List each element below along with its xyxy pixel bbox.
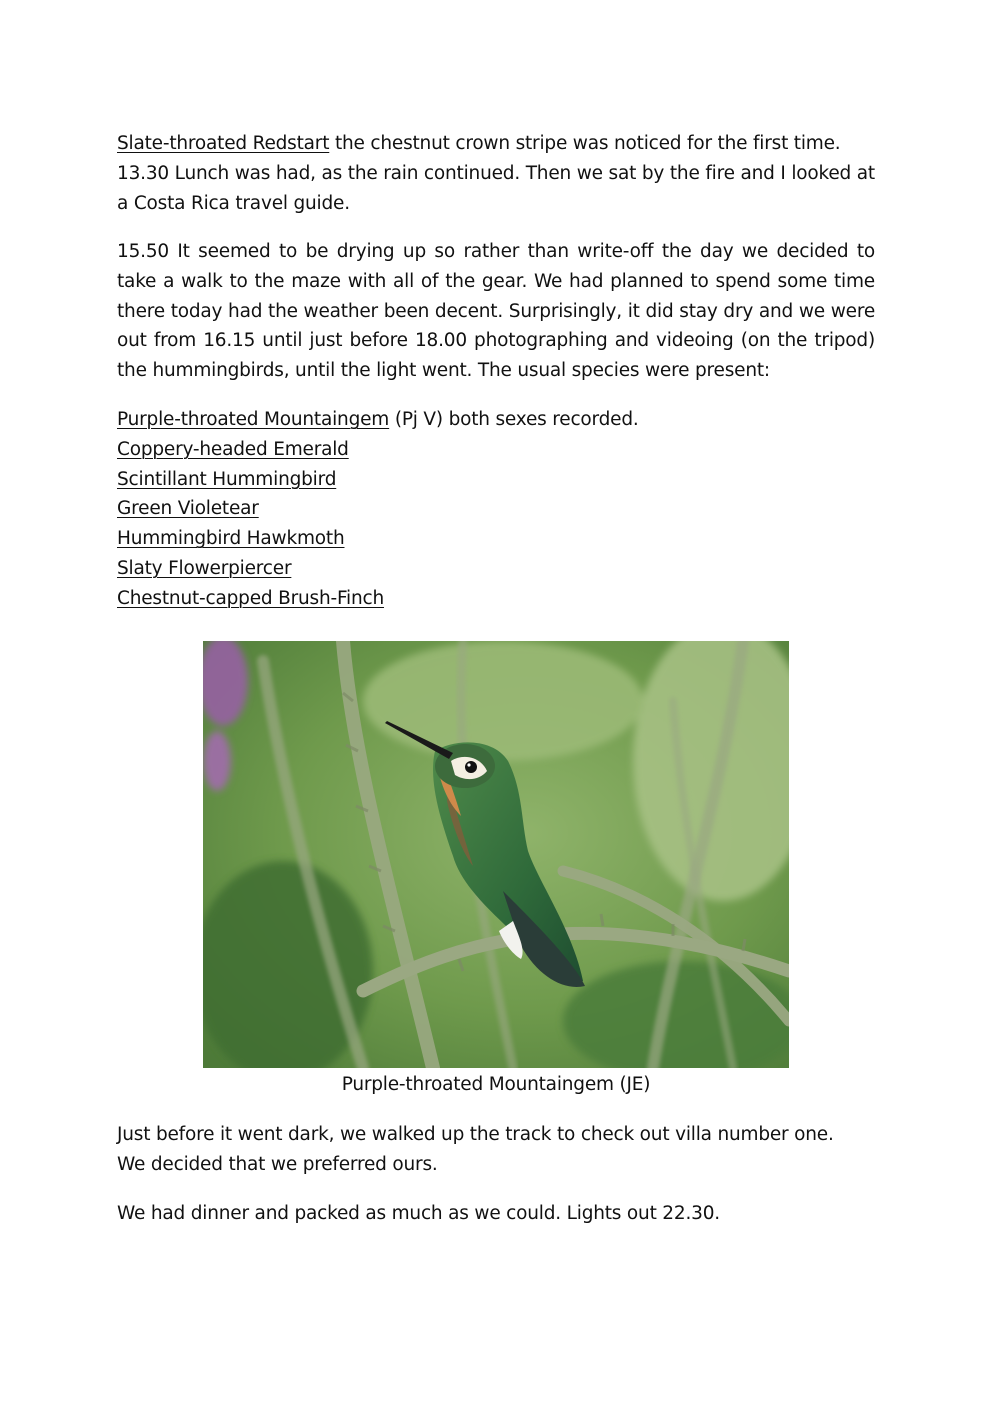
paragraph-2: 15.50 It seemed to be drying up so rather than write-off the day we decided to take a walk to the maze with all of the gear. We had planned to spend some time there today had the weather been decent. Surprisingly, it did stay dry and we were out from 16.15 until just before 18.00 photographing and videoing (on the tripod) the hummingbirds, until the light went. The usual species were present:	[117, 241, 875, 382]
species-note: (Pj V) both sexes recorded.	[389, 409, 639, 430]
species-name: Slate-throated Redstart	[117, 133, 330, 154]
paragraph-3-line-1: Just before it went dark, we walked up the track to check out villa number one.	[117, 1124, 834, 1145]
list-item	[117, 494, 875, 524]
photo-caption: Purple-throated Mountaingem (JE)	[341, 1074, 651, 1095]
paragraph-1-line	[117, 129, 875, 159]
species-list	[117, 405, 875, 614]
list-item	[117, 465, 875, 495]
species-name: Slaty Flowerpiercer	[117, 557, 292, 579]
list-item	[117, 584, 875, 614]
species-name: Coppery-headed Emerald	[117, 438, 349, 460]
species-name: Chestnut-capped Brush-Finch	[117, 587, 385, 609]
paragraph-maze	[117, 237, 875, 386]
hummingbird-photo	[203, 641, 789, 1068]
species-name: Green Violetear	[117, 498, 259, 520]
paragraph-3-line-2: We decided that we preferred ours.	[117, 1153, 438, 1175]
list-item	[117, 435, 875, 465]
list-item	[117, 524, 875, 554]
paragraph-1-line-rest: the chestnut crown stripe was noticed for the first time.	[329, 133, 841, 154]
paragraph-4: We had dinner and packed as much as we could. Lights out 22.30.	[117, 1203, 720, 1224]
species-name: Hummingbird Hawkmoth	[117, 528, 345, 550]
species-list-block	[117, 405, 875, 614]
species-name: Scintillant Hummingbird	[117, 468, 337, 490]
paragraph-villa	[117, 1120, 875, 1180]
list-item	[117, 405, 875, 435]
paragraph-redstart	[117, 129, 875, 218]
list-item	[117, 554, 875, 584]
paragraph-1-rest: 13.30 Lunch was had, as the rain continued. Then we sat by the fire and I looked at a Costa Rica travel guide.	[117, 162, 875, 214]
species-name: Purple-throated Mountaingem	[117, 409, 390, 430]
paragraph-dinner	[117, 1199, 875, 1229]
